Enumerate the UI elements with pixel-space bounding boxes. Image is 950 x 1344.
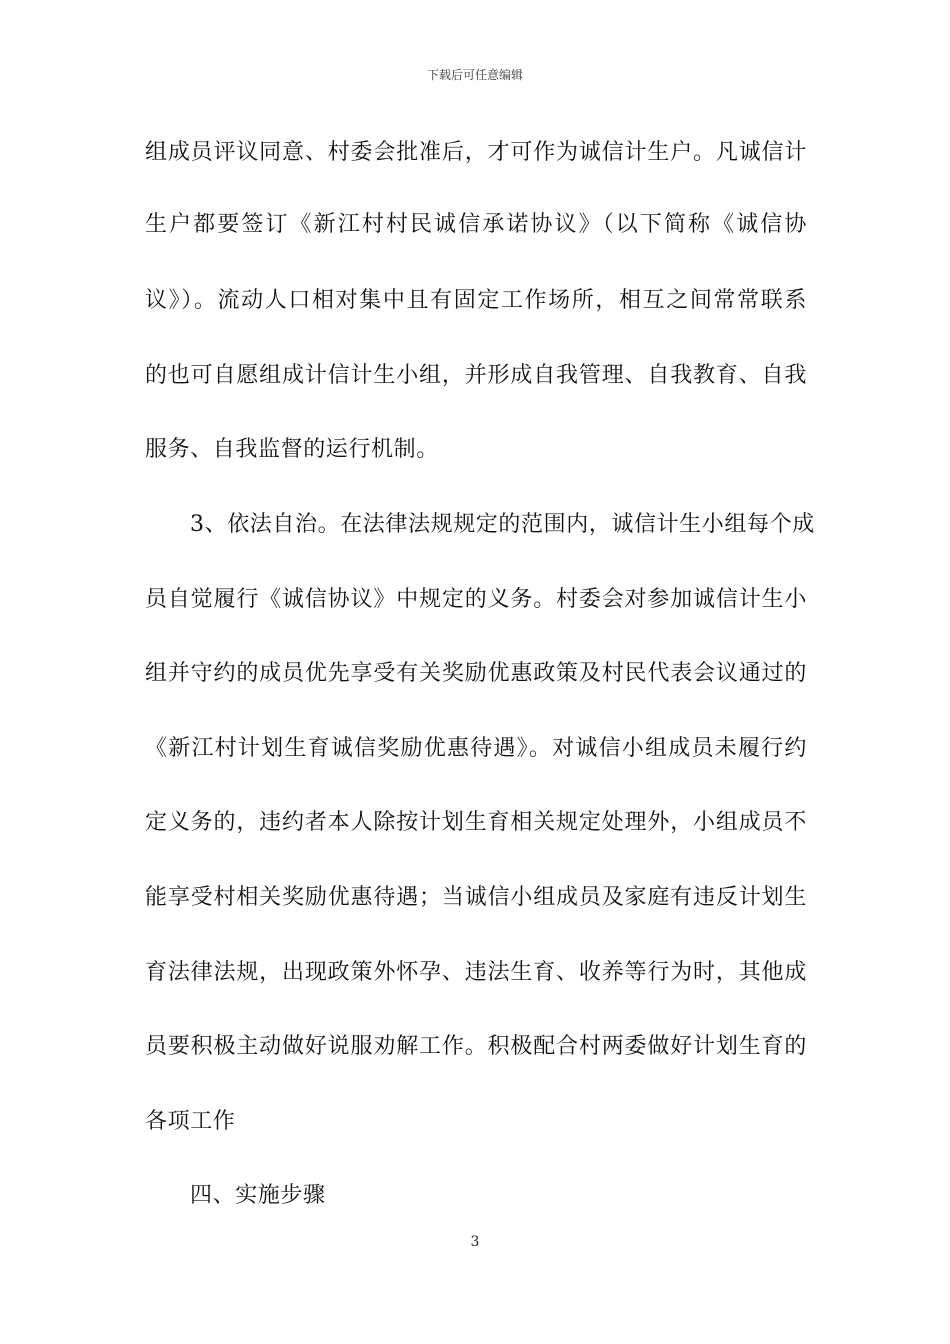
text-line: 服务、自我监督的运行机制。	[145, 437, 439, 462]
text-line: 育法律法规，出现政策外怀孕、违法生育、收养等行为时，其他成	[145, 960, 807, 985]
text-line: 《新江村计划生育诚信奖励优惠待遇》。对诚信小组成员未履行约	[145, 736, 807, 761]
text-line: 定义务的，违约者本人除按计划生育相关规定处理外，小组成员不	[145, 810, 807, 835]
page-number: 3	[470, 1234, 480, 1250]
section-heading: 四、实施步骤	[190, 1183, 326, 1208]
text-line: 生户都要签订《新江村村民诚信承诺协议》（以下简称《诚信协	[145, 212, 807, 237]
text-line: 员自觉履行《诚信协议》中规定的义务。村委会对参加诚信计生小	[145, 587, 807, 612]
header-note: 下载后可任意编辑	[426, 68, 523, 82]
text-line: 议》）。流动人口相对集中且有固定工作场所，相互之间常常联系	[145, 288, 807, 313]
text-line: 组成员评议同意、村委会批准后，才可作为诚信计生户。凡诚信计	[145, 140, 807, 165]
text-line: 能享受村相关奖励优惠待遇；当诚信小组成员及家庭有违反计划生	[145, 885, 807, 910]
text-line: 的也可自愿组成计信计生小组，并形成自我管理、自我教育、自我	[145, 363, 807, 388]
paragraph-start-line: 3、依法自治。在法律法规规定的范围内，诚信计生小组每个成	[190, 512, 815, 537]
text-line: 员要积极主动做好说服劝解工作。积极配合村两委做好计划生育的	[145, 1034, 807, 1059]
text-line: 各项工作	[145, 1109, 236, 1134]
text-line: 组并守约的成员优先享受有关奖励优惠政策及村民代表会议通过的	[145, 661, 807, 686]
